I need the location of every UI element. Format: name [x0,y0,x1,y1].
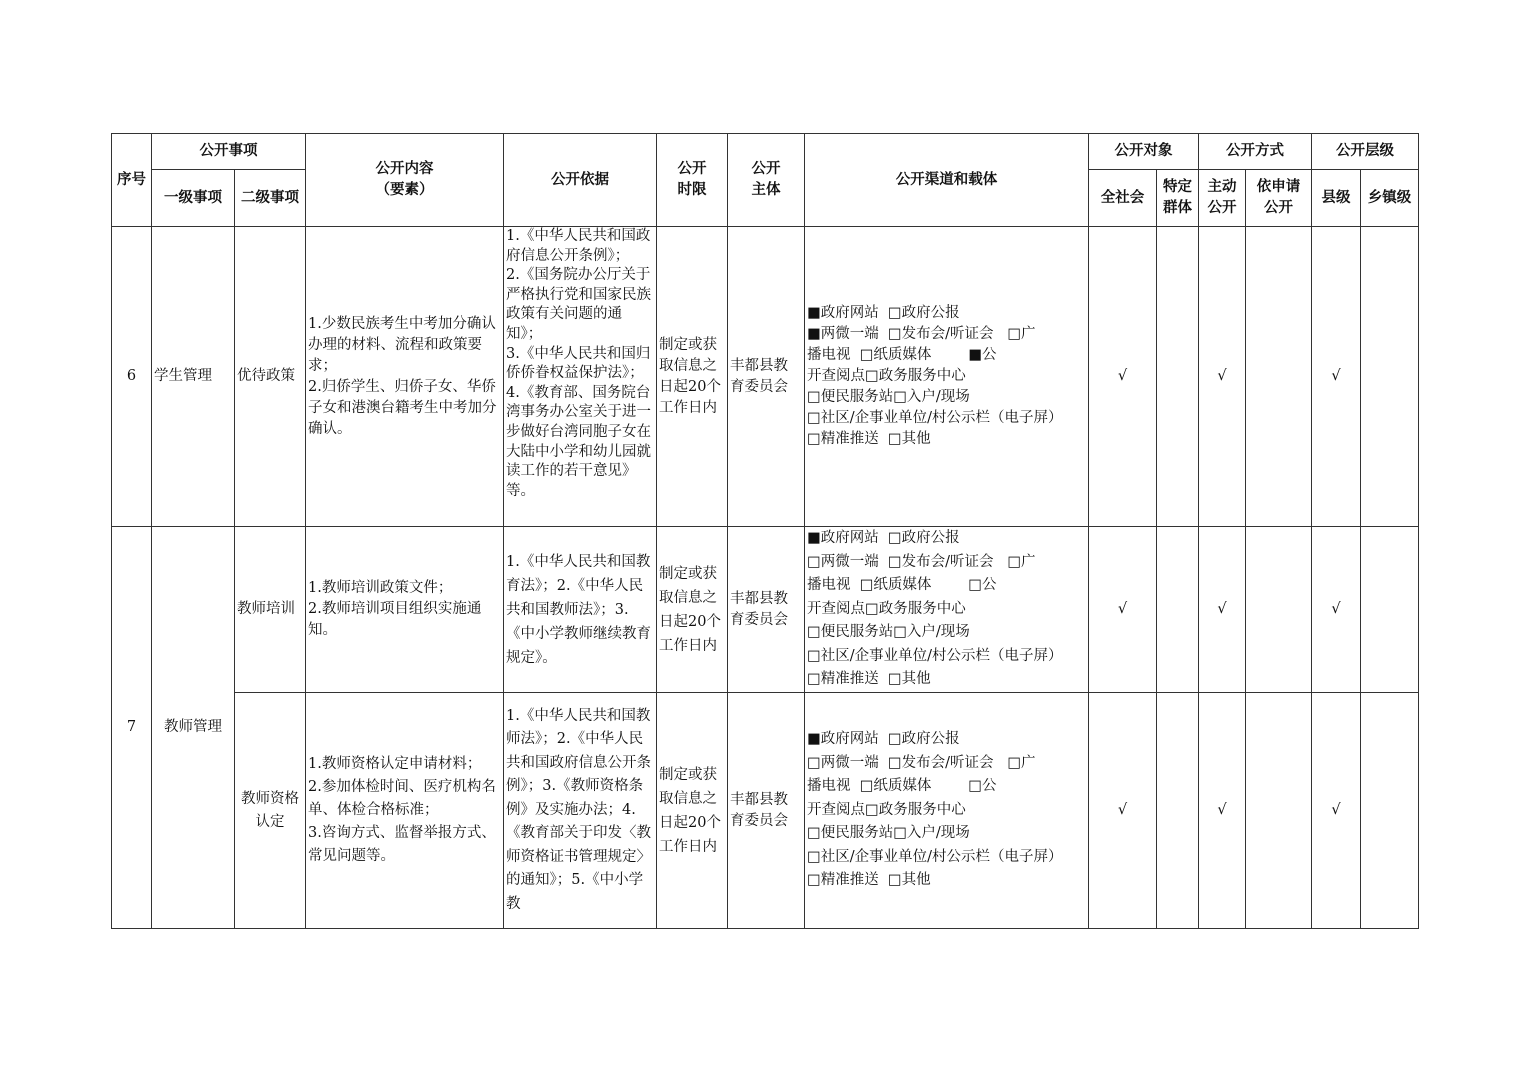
row-audience-all: √ [1089,527,1157,693]
row-seq: 7 [112,527,152,929]
header-level-county: 县级 [1312,170,1361,227]
row-audience-all: √ [1089,227,1157,527]
header-method-request [1246,170,1312,227]
row-subject: 丰都县教育委员会 [728,527,805,693]
row-level-town [1361,693,1419,929]
header-content-line2: （要素） [375,182,434,198]
disclosure-table-sheet [111,133,1418,929]
header-row-1 [112,134,1419,170]
header-audience-group-line1: 特定 [1163,179,1192,195]
row-seq: 6 [112,227,152,527]
header-audience-group-line2: 群体 [1163,200,1192,216]
row-content: 1.教师资格认定申请材料； 2.参加体检时间、医疗机构名单、体检合格标准； 3.咨询方式、监督举报方式、常见问题等。 [306,693,504,929]
row-method-active: √ [1199,693,1246,929]
header-level: 公开层级 [1312,134,1419,170]
header-method-active-line2: 公开 [1207,200,1237,216]
row-level1: 学生管理 [152,227,235,527]
table-row [112,693,1419,929]
row-time: 制定或获取信息之日起20个工作日内 [657,693,728,929]
header-audience-group [1157,170,1199,227]
row-method-request [1246,227,1312,527]
header-method-active-line1: 主动 [1207,179,1237,195]
row-content: 1.教师培训政策文件； 2.教师培训项目组织实施通知。 [306,527,504,693]
header-content [306,134,504,227]
row-basis: 1.《中华人民共和国教育法》；2.《中华人民共和国教师法》；3.《中小学教师继续教育规定》。 [504,527,657,693]
row-level-town [1361,527,1419,693]
row-level2: 教师培训 [235,527,306,693]
header-audience: 公开对象 [1089,134,1199,170]
row-subject: 丰都县教育委员会 [728,227,805,527]
header-method-active [1199,170,1246,227]
row-audience-all: √ [1089,693,1157,929]
row-time: 制定或获取信息之日起20个工作日内 [657,527,728,693]
row-method-active: √ [1199,227,1246,527]
row-audience-group [1157,693,1199,929]
header-audience-all: 全社会 [1089,170,1157,227]
row-basis: 1.《中华人民共和国政府信息公开条例》； 2.《国务院办公厅关于严格执行党和国家民族政策有关问题的通知》； 3.《中华人民共和国归侨侨眷权益保护法》； 4.《教育部、国务院台湾事务办公室关于进一步做好台湾同胞子女在大陆中小学和幼儿园就读工作的若干意见》等。 [504,227,657,527]
row-channels: ■政府网站 □政府公报 □两微一端 □发布会/听证会 □广 播电视 □纸质媒体 □公 开查阅点□政务服务中心 □便民服务站□入户/现场 □社区/企事业单位/村公示栏（电子屏） □精准推送 □其他 [805,693,1089,929]
table-row [112,527,1419,693]
row-time: 制定或获取信息之日起20个工作日内 [657,227,728,527]
row-audience-group [1157,227,1199,527]
header-content-line1: 公开内容 [375,161,434,177]
header-method: 公开方式 [1199,134,1312,170]
row-subject: 丰都县教育委员会 [728,693,805,929]
header-basis: 公开依据 [504,134,657,227]
header-time [657,134,728,227]
row-level2: 优待政策 [235,227,306,527]
table-row [112,227,1419,527]
row-level-county: √ [1312,693,1361,929]
header-time-line1: 公开 [677,161,707,177]
header-seq: 序号 [112,134,152,227]
row-basis: 1.《中华人民共和国教师法》；2.《中华人民共和国政府信息公开条例》；3.《教师资格条例》及实施办法；4.《教育部关于印发〈教师资格证书管理规定〉的通知》；5.《中小学教 [504,693,657,929]
row-level-county: √ [1312,527,1361,693]
row-level-town [1361,227,1419,527]
row-method-active: √ [1199,527,1246,693]
row-level1: 教师管理 [152,527,235,929]
header-subject-line1: 公开 [751,161,781,177]
header-level2: 二级事项 [235,170,306,227]
header-level1: 一级事项 [152,170,235,227]
header-subject-line2: 主体 [751,182,781,198]
row-channels: ■政府网站 □政府公报 ■两微一端 □发布会/听证会 □广 播电视 □纸质媒体 ■公 开查阅点□政务服务中心 □便民服务站□入户/现场 □社区/企事业单位/村公示栏（电子屏） □精准推送 □其他 [805,227,1089,527]
header-channels: 公开渠道和载体 [805,134,1089,227]
row-method-request [1246,527,1312,693]
row-level2: 教师资格认定 [235,693,306,929]
header-method-request-line1: 依申请 [1256,179,1301,195]
row-content: 1.少数民族考生中考加分确认办理的材料、流程和政策要求； 2.归侨学生、归侨子女、华侨子女和港澳台籍考生中考加分确认。 [306,227,504,527]
row-method-request [1246,693,1312,929]
header-time-line2: 时限 [677,182,707,198]
row-audience-group [1157,527,1199,693]
row-channels: ■政府网站 □政府公报 □两微一端 □发布会/听证会 □广 播电视 □纸质媒体 □公 开查阅点□政务服务中心 □便民服务站□入户/现场 □社区/企事业单位/村公示栏（电子屏） □精准推送 □其他 [805,527,1089,693]
header-method-request-line2: 公开 [1264,200,1293,216]
row-level-county: √ [1312,227,1361,527]
header-subject [728,134,805,227]
header-items: 公开事项 [152,134,306,170]
disclosure-table [111,133,1419,929]
header-level-town: 乡镇级 [1361,170,1419,227]
